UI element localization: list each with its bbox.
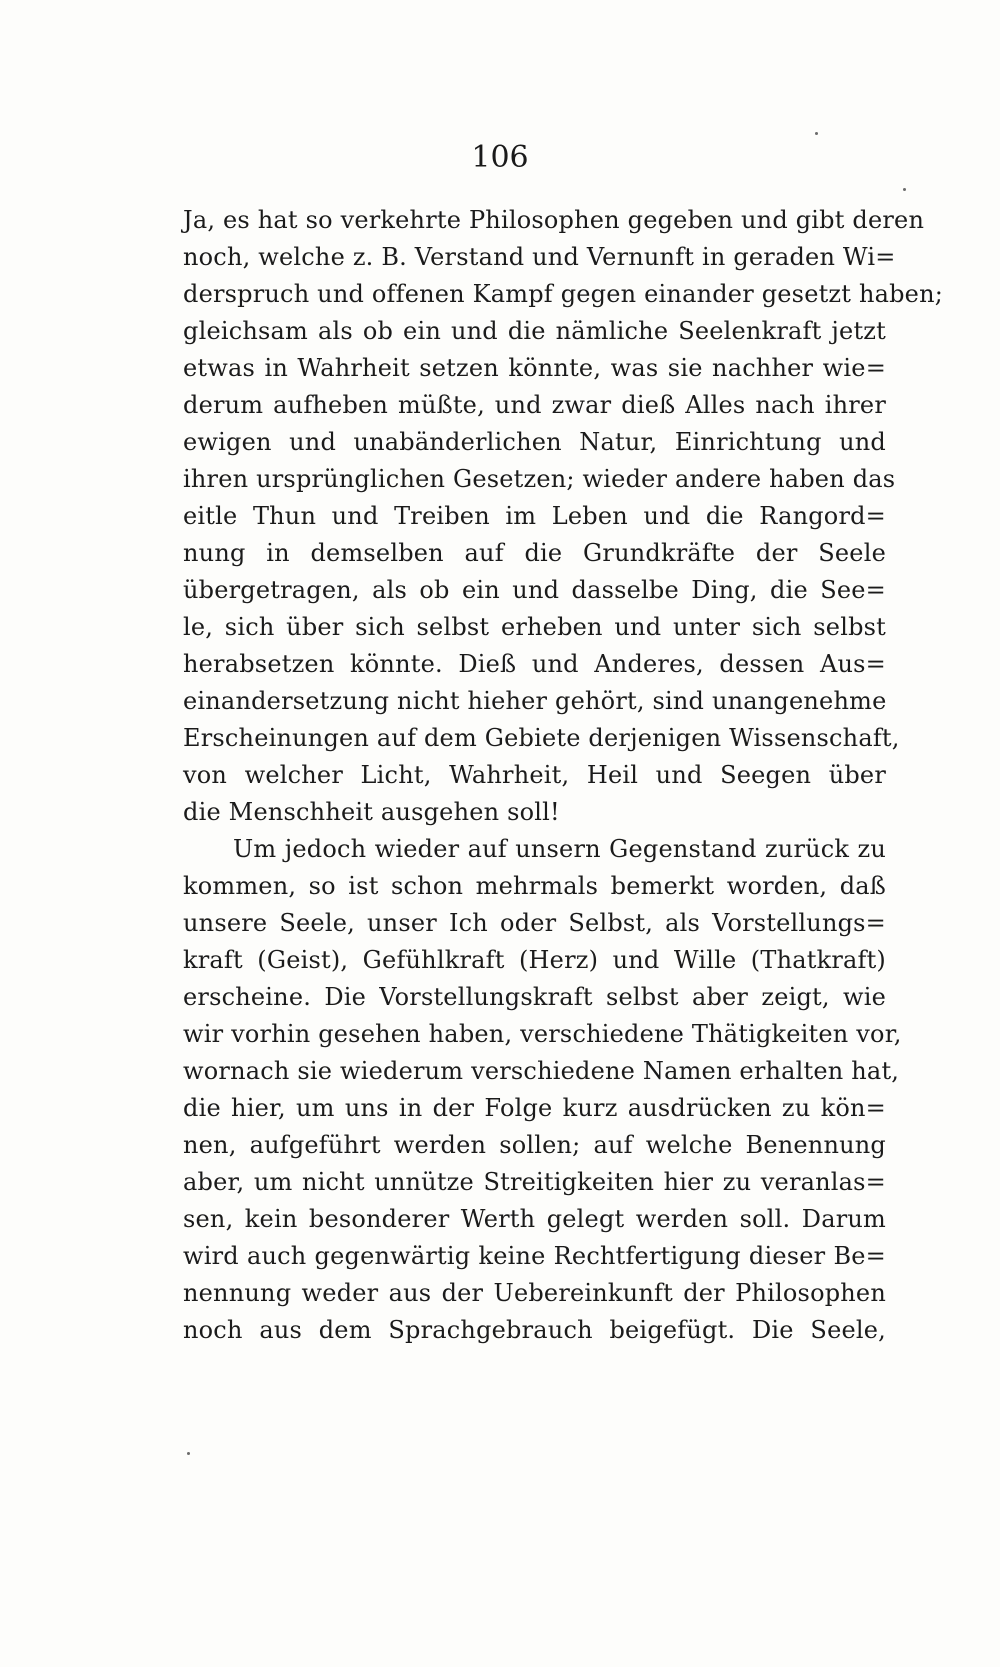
print-speck: [815, 132, 818, 135]
text-line: gleichsam als ob ein und die nämliche Seelenkraft jetzt: [183, 317, 886, 345]
text-line: herabsetzen könnte. Dieß und Anderes, dessen Aus=: [183, 650, 886, 678]
text-line: ewigen und unabänderlichen Natur, Einrichtung und: [183, 428, 886, 456]
text-line: nen, aufgeführt werden sollen; auf welche Benennung: [183, 1131, 886, 1159]
text-line: Ja, es hat so verkehrte Philosophen gegeben und gibt deren: [183, 206, 925, 234]
print-speck: [187, 1452, 190, 1455]
text-line: kommen, so ist schon mehrmals bemerkt worden, daß: [183, 872, 886, 900]
text-line: etwas in Wahrheit setzen könnte, was sie nachher wie=: [183, 354, 886, 382]
text-line: kraft (Geist), Gefühlkraft (Herz) und Wille (Thatkraft): [183, 946, 886, 974]
text-line: noch aus dem Sprachgebrauch beigefügt. Die Seele,: [183, 1316, 886, 1344]
text-line: noch, welche z. B. Verstand und Vernunft in geraden Wi=: [183, 243, 896, 271]
text-line: nennung weder aus der Uebereinkunft der Philosophen: [183, 1279, 886, 1307]
text-line: derum aufheben müßte, und zwar dieß Alles nach ihrer: [183, 391, 886, 419]
text-line: derspruch und offenen Kampf gegen einander gesetzt haben;: [183, 280, 944, 308]
text-line: sen, kein besonderer Werth gelegt werden soll. Darum: [183, 1205, 886, 1233]
text-line: aber, um nicht unnütze Streitigkeiten hier zu veranlas=: [183, 1168, 886, 1196]
text-line: eitle Thun und Treiben im Leben und die Rangord=: [183, 502, 886, 530]
paragraph-first-line: Um jedoch wieder auf unsern Gegenstand zurück zu: [233, 835, 886, 863]
text-line: erscheine. Die Vorstellungskraft selbst aber zeigt, wie: [183, 983, 886, 1011]
text-line: le, sich über sich selbst erheben und unter sich selbst: [183, 613, 886, 641]
text-line: einandersetzung nicht hieher gehört, sind unangenehme: [183, 687, 887, 715]
print-speck: [903, 188, 906, 191]
text-line: nung in demselben auf die Grundkräfte der Seele: [183, 539, 886, 567]
text-line: ihren ursprünglichen Gesetzen; wieder andere haben das: [183, 465, 896, 493]
text-line: wir vorhin gesehen haben, verschiedene Thätigkeiten vor,: [183, 1020, 902, 1048]
text-line: wornach sie wiederum verschiedene Namen erhalten hat,: [183, 1057, 900, 1085]
page-number: 106: [471, 140, 529, 175]
text-line: wird auch gegenwärtig keine Rechtfertigung dieser Be=: [183, 1242, 886, 1270]
text-line: unsere Seele, unser Ich oder Selbst, als Vorstellungs=: [183, 909, 886, 937]
text-line: Erscheinungen auf dem Gebiete derjenigen Wissenschaft,: [183, 724, 900, 752]
paragraph-end-line: die Menschheit ausgehen soll!: [183, 798, 560, 826]
text-line: übergetragen, als ob ein und dasselbe Ding, die See=: [183, 576, 886, 604]
text-line: von welcher Licht, Wahrheit, Heil und Seegen über: [183, 761, 886, 789]
text-line: die hier, um uns in der Folge kurz ausdrücken zu kön=: [183, 1094, 886, 1122]
